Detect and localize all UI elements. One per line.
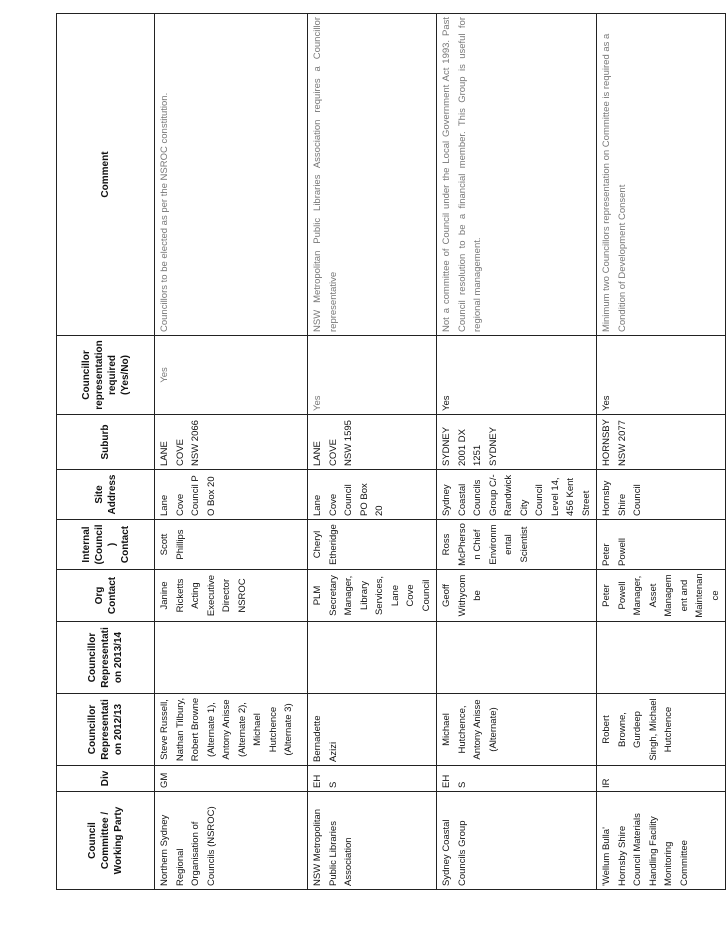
header-cell: Councillor Representation 2013/14: [57, 622, 155, 694]
header-cell: Div: [57, 766, 155, 792]
header-cell: Councillor representation required (Yes/No): [57, 336, 155, 415]
internal-contact-cell: Ross McPherson Chief Environmental Scientist: [437, 520, 597, 570]
org-contact-cell: Peter Powell Manager, Asset Management and Maintenance: [597, 570, 726, 622]
rotated-table-container: [56, 14, 721, 890]
required-cell: Yes: [155, 336, 308, 415]
rep-2012-cell: Robert Browne, Gurdeep Singh, Michael Hutchence: [597, 694, 726, 766]
suburb-cell: LANE COVE NSW 1595: [308, 415, 437, 470]
table-row: [597, 14, 726, 890]
rep-2013-cell: [155, 622, 308, 694]
suburb-cell: LANE COVE NSW 2066: [155, 415, 308, 470]
header-cell: Comment: [57, 14, 155, 336]
internal-contact-cell: Cheryl Etheridge: [308, 520, 437, 570]
rep-2012-cell: Michael Hutchence, Antony Anisse (Alternate): [437, 694, 597, 766]
site-address-cell: Hornsby Shire Council: [597, 470, 726, 520]
rep-2013-cell: [308, 622, 437, 694]
required-cell: Yes: [597, 336, 726, 415]
rep-2013-cell: [437, 622, 597, 694]
required-cell: Yes: [437, 336, 597, 415]
committee-table: [56, 13, 726, 890]
committee-cell: 'Wellum Bulla' Hornsby Shire Council Materials Handling Facility Monitoring Committee: [597, 792, 726, 890]
div-cell: IR: [597, 766, 726, 792]
org-contact-cell: Geoff Withycombe: [437, 570, 597, 622]
header-cell: Site Address: [57, 470, 155, 520]
table-row: [437, 14, 597, 890]
internal-contact-cell: Scott Phillips: [155, 520, 308, 570]
rep-2013-cell: [597, 622, 726, 694]
header-cell: Org Contact: [57, 570, 155, 622]
rep-2012-cell: Steve Russell, Nathan Tilbury, Robert Browne (Alternate 1), Antony Anisse (Alternate 2), Michael Hutchence (Alternate 3): [155, 694, 308, 766]
comment-cell: Minimum two Councillors representation on Committee is required as a Condition of Development Consent: [597, 14, 726, 336]
div-cell: EHS: [437, 766, 597, 792]
comment-cell: Not a committee of Council under the Local Government Act 1993. Past Council resolution to be a financial member. This Group is useful for regional management.: [437, 14, 597, 336]
rep-2012-cell: Bernadette Azizi: [308, 694, 437, 766]
committee-cell: Northern Sydney Regional Organisation of Councils (NSROC): [155, 792, 308, 890]
header-cell: Suburb: [57, 415, 155, 470]
div-cell: GM: [155, 766, 308, 792]
org-contact-cell: PLM Secretary Manager, Library Services, Lane Cove Council: [308, 570, 437, 622]
suburb-cell: HORNSBY NSW 2077: [597, 415, 726, 470]
header-cell: Internal (Council) Contact: [57, 520, 155, 570]
suburb-cell: SYDNEY 2001 DX 1251 SYDNEY: [437, 415, 597, 470]
table-row: [308, 14, 437, 890]
table-row: [155, 14, 308, 890]
site-address-cell: Sydney Coastal Councils Group C/- Randwick City Council Level 14, 456 Kent Street: [437, 470, 597, 520]
org-contact-cell: Janine Ricketts Acting Executive Director NSROC: [155, 570, 308, 622]
internal-contact-cell: Peter Powell: [597, 520, 726, 570]
comment-cell: NSW Metropolitan Public Libraries Association requires a Councillor representative: [308, 14, 437, 336]
header-cell: Council Committee / Working Party: [57, 792, 155, 890]
header-cell: Councillor Representation 2012/13: [57, 694, 155, 766]
site-address-cell: Lane Cove Council P O Box 20: [155, 470, 308, 520]
header-row: [57, 14, 155, 890]
committee-cell: Sydney Coastal Councils Group: [437, 792, 597, 890]
committee-cell: NSW Metropolitan Public Libraries Association: [308, 792, 437, 890]
site-address-cell: Lane Cove Council PO Box 20: [308, 470, 437, 520]
div-cell: EHS: [308, 766, 437, 792]
required-cell: Yes: [308, 336, 437, 415]
comment-cell: Councillors to be elected as per the NSROC constitution.: [155, 14, 308, 336]
